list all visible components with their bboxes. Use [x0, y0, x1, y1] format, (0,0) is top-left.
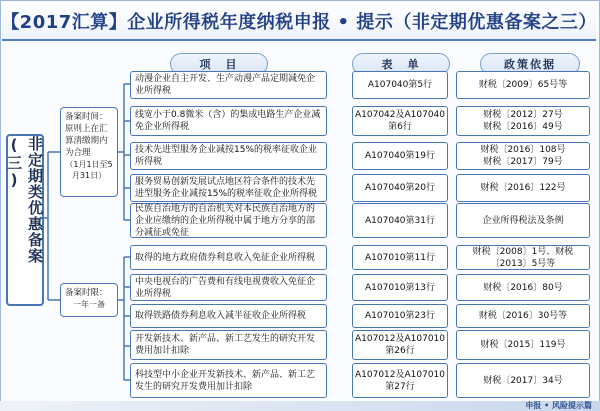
row-basis-9: 财税〔2015〕119号: [456, 330, 590, 360]
filing-limit-label: 备案时限：: [65, 288, 108, 298]
row-item-4: 服务贸易创新发展试点地区符合条件的技术先进型服务企业减按15%的税率征收企业所得税: [130, 174, 327, 202]
filing-limit-detail: 一年一备: [73, 300, 105, 309]
row-item-2: 线宽小于0.8微米（含）的集成电路生产企业减免企业所得税: [130, 106, 327, 136]
row-item-5: 民族自治地方的自治机关对本民族自治地方的企业应缴纳的企业所得税中属于地方分享的部分减征或免征: [130, 203, 327, 238]
filing-time-label: 备案时间：原则上在汇算清缴期内为合理: [65, 112, 108, 158]
row-form-6: A107010第11行: [352, 245, 448, 270]
row-form-5: A107040第31行: [352, 203, 448, 238]
row-form-7: A107010第13行: [352, 274, 448, 301]
row-basis-1: 财税〔2009〕65号等: [456, 71, 590, 99]
row-basis-8: 财税〔2016〕30号等: [456, 304, 590, 328]
filing-limit-box: [60, 283, 118, 317]
footer-label: 申报 • 风险提示篇: [525, 401, 592, 410]
row-form-10: A107012及A107010第27行: [352, 363, 448, 398]
row-form-4: A107040第20行: [352, 174, 448, 202]
row-basis-10: 财税〔2017〕34号: [456, 363, 590, 398]
row-item-1: 动漫企业自主开发、生产动漫产品定期减免企业所得税: [130, 71, 327, 99]
row-basis-4: 财税〔2016〕122号: [456, 174, 590, 202]
row-form-9: A107012及A107010第26行: [352, 330, 448, 360]
row-item-9: 开发新技术、新产品、新工艺发生的研究开发费用加计扣除: [130, 330, 327, 360]
row-form-2: A107042及A107040第6行: [352, 106, 448, 136]
row-item-3: 技术先进型服务企业减按15%的税率征收企业所得税: [130, 142, 327, 170]
filing-time-detail: （1月1日至5月31日）: [65, 160, 113, 180]
header-item: 项 目: [170, 53, 268, 75]
row-basis-5: 企业所得税法及条例: [456, 203, 590, 238]
left-category-box: [6, 134, 44, 306]
row-item-10: 科技型中小企业开发新技术、新产品、新工艺发生的研究开发费用加计扣除: [130, 363, 327, 398]
row-form-8: A107010第23行: [352, 304, 448, 328]
row-form-1: A107040第5行: [352, 71, 448, 99]
left-category-label: 非定期类优惠备案(三): [5, 136, 44, 264]
row-item-8: 取得铁路债券利息收入减半征收企业所得税: [130, 304, 327, 328]
row-item-6: 取得的地方政府债券利息收入免征企业所得税: [130, 245, 327, 270]
row-basis-3: 财税〔2016〕108号 财税〔2017〕79号: [456, 142, 590, 170]
row-basis-7: 财税〔2016〕80号: [456, 274, 590, 301]
filing-time-box: [60, 107, 118, 197]
row-basis-2: 财税〔2012〕27号 财税〔2016〕49号: [456, 106, 590, 136]
footer-bar: [0, 401, 600, 411]
row-basis-6: 财税〔2008〕1号、财税 〔2013〕5号等: [456, 245, 590, 270]
page-title: 【2017汇算】企业所得税年度纳税申报 • 提示（非定期优惠备案之三）: [2, 3, 596, 41]
header-form: 表 单: [352, 53, 450, 75]
row-item-7: 中央电视台的广告费和有线电视费收入免征企业所得税: [130, 274, 327, 301]
row-form-3: A107040第19行: [352, 142, 448, 170]
header-basis: 政策依据: [480, 53, 580, 75]
